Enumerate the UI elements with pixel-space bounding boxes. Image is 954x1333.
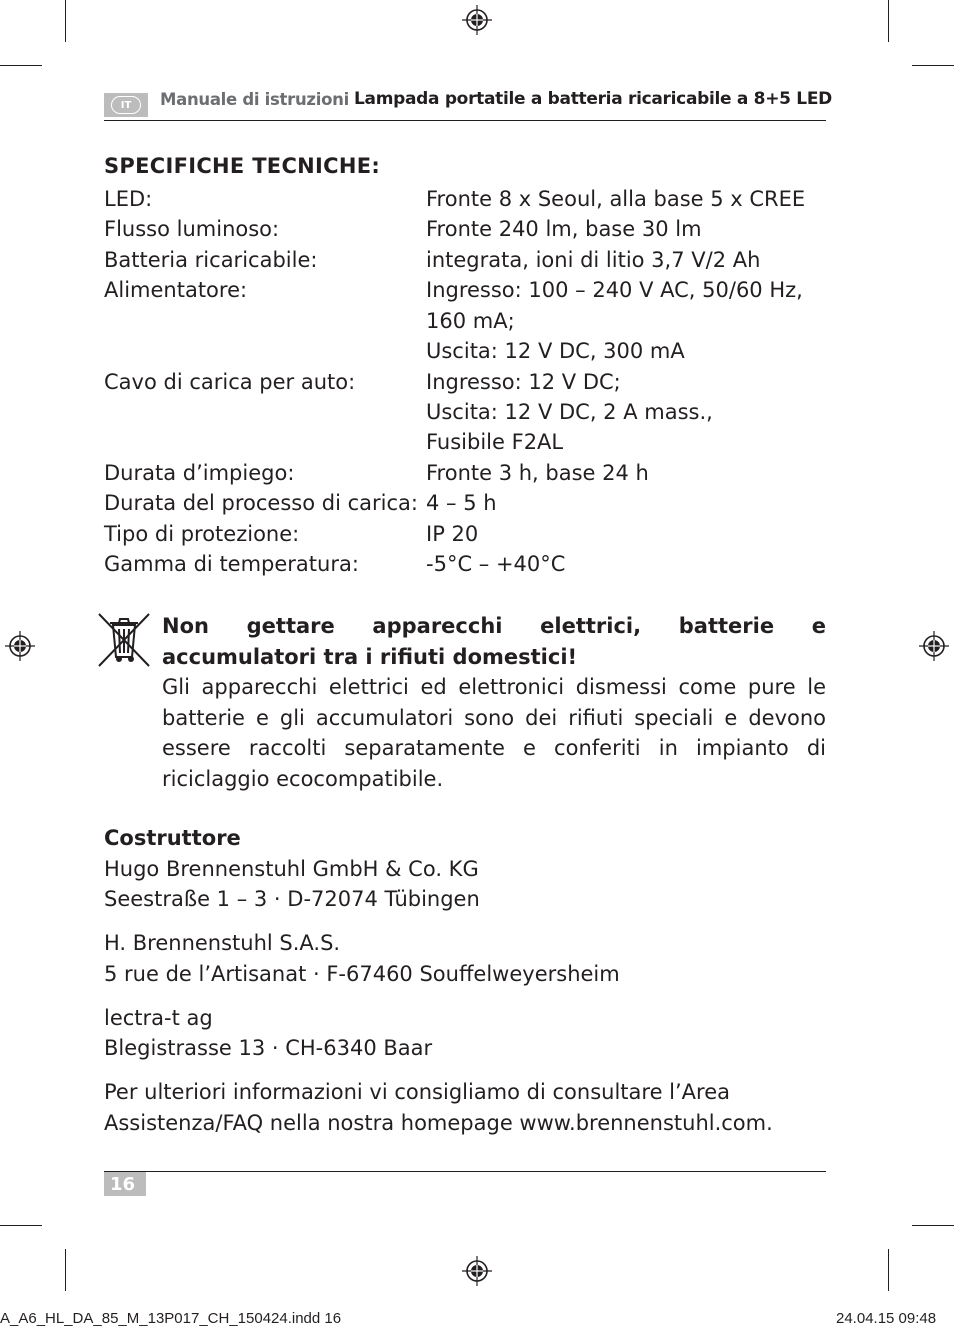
footer-divider [104, 1171, 826, 1172]
spec-value: Uscita: 12 V DC, 2 A mass., [426, 400, 713, 424]
language-code: IT [111, 96, 141, 114]
spec-value: Ingresso: 100 – 240 V AC, 50/60 Hz, [426, 278, 803, 302]
spec-label: Alimentatore: [104, 278, 248, 302]
registration-mark-icon [5, 631, 35, 661]
registration-mark-icon [462, 1256, 492, 1286]
print-slug-file: A_A6_HL_DA_85_M_13P017_CH_150424.indd 16 [0, 1310, 342, 1327]
registration-mark-icon [462, 5, 492, 35]
manufacturer-address: Blegistrasse 13 · CH-6340 Baar [104, 1036, 433, 1060]
crop-mark [65, 1249, 66, 1291]
spec-value: Fronte 3 h, base 24 h [426, 461, 649, 485]
spec-label: Flusso luminoso: [104, 217, 280, 241]
spec-value: Fronte 240 lm, base 30 lm [426, 217, 702, 241]
spec-value: -5°C – +40°C [426, 552, 566, 576]
crop-mark [912, 65, 954, 66]
spec-value: 160 mA; [426, 309, 515, 333]
manufacturer-heading: Costruttore [104, 826, 241, 850]
spec-value: 4 – 5 h [426, 491, 497, 515]
spec-label: Batteria ricaricabile: [104, 248, 318, 272]
spec-label: Gamma di temperatura: [104, 552, 359, 576]
crop-mark [0, 1225, 42, 1226]
support-info-line: Per ulteriori informazioni vi consigliamo di consultare l’Area [104, 1080, 731, 1104]
disposal-title: Non gettare apparecchi elettrici, batterie e accumulatori tra i rifiuti domestici! [162, 614, 826, 669]
registration-mark-icon [919, 631, 949, 661]
spec-value: IP 20 [426, 522, 479, 546]
support-info-line: Assistenza/FAQ nella nostra homepage www.brennenstuhl.com. [104, 1111, 773, 1135]
crop-mark [0, 65, 42, 66]
product-title: Lampada portatile a batteria ricaricabile a 8+5 LED [354, 89, 832, 109]
manufacturer-address: 5 rue de l’Artisanat · F-67460 Souffelweyersheim [104, 962, 620, 986]
spec-label: Tipo di protezione: [104, 522, 300, 546]
crop-mark [888, 1249, 889, 1291]
specs-heading: SPECIFICHE TECNICHE: [104, 154, 381, 178]
crop-mark [65, 0, 66, 42]
crop-mark [888, 0, 889, 42]
spec-label: Durata del processo di carica: [104, 491, 418, 515]
spec-label: LED: [104, 187, 153, 211]
spec-label: Cavo di carica per auto: [104, 370, 356, 394]
manufacturer-name: Hugo Brennenstuhl GmbH & Co. KG [104, 857, 479, 881]
crossed-out-wheelie-bin-icon [97, 611, 151, 669]
manufacturer-name: H. Brennenstuhl S.A.S. [104, 931, 341, 955]
spec-value: Fronte 8 x Seoul, alla base 5 x CREE [426, 187, 806, 211]
spec-value: integrata, ioni di litio 3,7 V/2 Ah [426, 248, 761, 272]
page-number: 16 [104, 1172, 146, 1196]
disposal-body: Gli apparecchi elettrici ed elettronici dismessi come pure le batterie e gli accumulatori sono dei rifiuti speciali e devono essere raccolti separatamente e conferiti in impianto di riciclaggio ecocompatibile. [162, 675, 826, 791]
manufacturer-name: lectra-t ag [104, 1006, 213, 1030]
language-tag [104, 93, 148, 117]
manual-label: Manuale di istruzioni [160, 90, 349, 109]
spec-value: Uscita: 12 V DC, 300 mA [426, 339, 685, 363]
spec-label: Durata d’impiego: [104, 461, 295, 485]
print-slug-date: 24.04.15 09:48 [836, 1310, 937, 1327]
spec-value: Fusibile F2AL [426, 430, 564, 454]
crop-mark [912, 1225, 954, 1226]
manufacturer-address: Seestraße 1 – 3 · D-72074 Tübingen [104, 887, 480, 911]
header-divider [104, 120, 826, 121]
spec-value: Ingresso: 12 V DC; [426, 370, 621, 394]
